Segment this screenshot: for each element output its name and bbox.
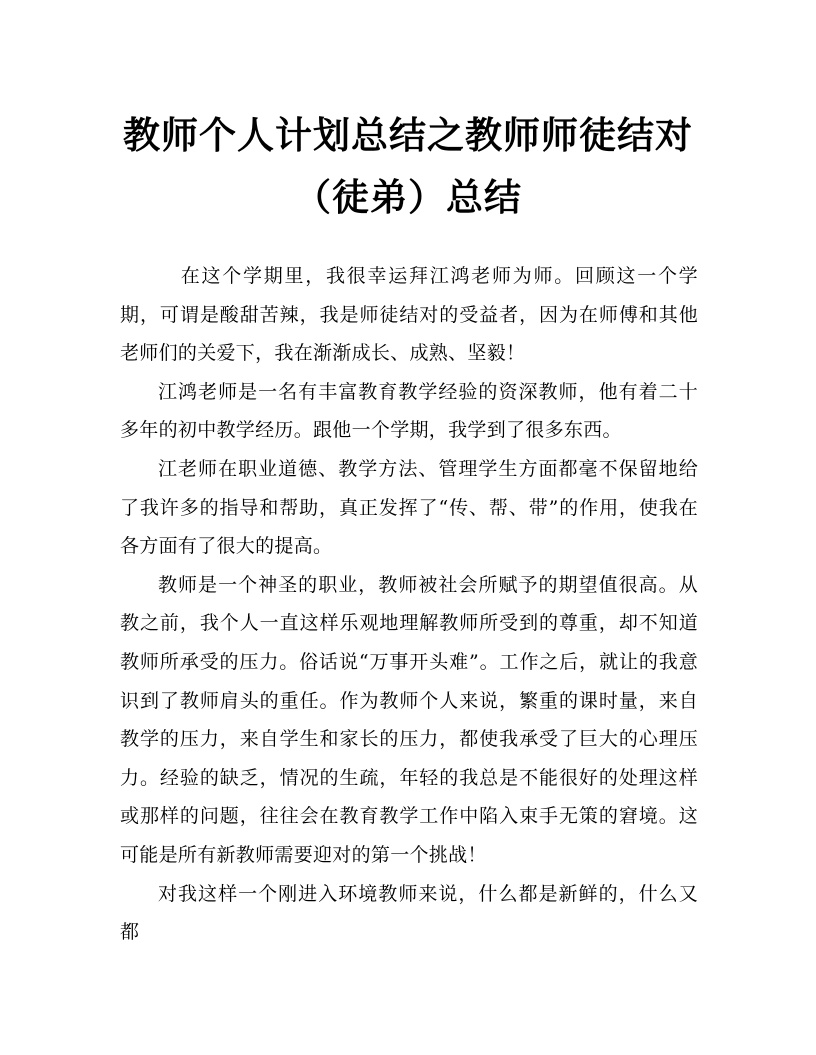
document-body bbox=[120, 257, 698, 952]
paragraph-3: 江老师在职业道德、教学方法、管理学生方面都毫不保留地给了我许多的指导和帮助，真正发挥了“传、帮、带”的作用，使我在各方面有了很大的提高。 bbox=[120, 457, 698, 558]
document-title: 教师个人计划总结之教师师徒结对（徒弟）总结 bbox=[123, 113, 693, 219]
paragraph-1: 在这个学期里，我很幸运拜江鸿老师为师。回顾这一个学期，可谓是酸甜苦辣，我是师徒结对的受益者，因为在师傅和其他老师们的关爱下，我在渐渐成长、成熟、坚毅！ bbox=[120, 265, 698, 365]
paragraph-4: 教师是一个神圣的职业，教师被社会所赋予的期望值很高。从教之前，我个人一直这样乐观地理解教师所受到的尊重，却不知道教师所承受的压力。俗话说“万事开头难”。工作之后，就让的我意识到了教师肩头的重任。作为教师个人来说，繁重的课时量，来自教学的压力，来自学生和家长的压力，都使我承受了巨大的心理压力。经验的缺乏，情况的生疏，年轻的我总是不能很好的处理这样或那样的问题，往往会在教育教学工作中陷入束手无策的窘境。这可能是所有新教师需要迎对的第一个挑战！ bbox=[120, 573, 698, 866]
paragraph-2: 江鸿老师是一名有丰富教育教学经验的资深教师，他有着二十多年的初中教学经历。跟他一个学期，我学到了很多东西。 bbox=[120, 380, 698, 442]
paragraph-5: 对我这样一个刚进入环境教师来说，什么都是新鲜的，什么又都 bbox=[120, 882, 698, 944]
